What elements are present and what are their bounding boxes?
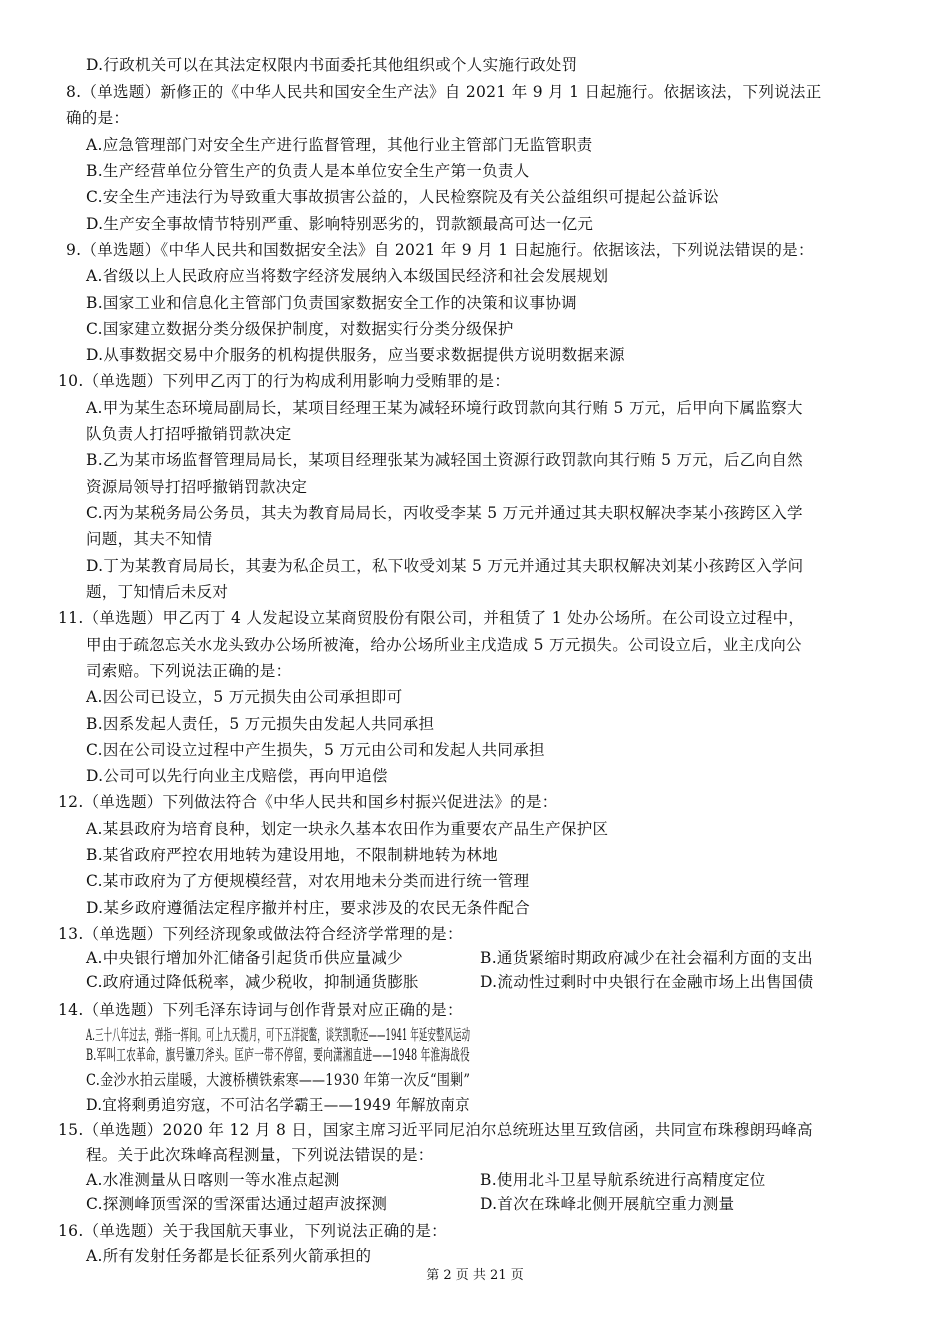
q9-option-b: B.国家工业和信息化主管部门负责国家数据安全工作的决策和议事协调 bbox=[86, 294, 577, 312]
q14-option-b: B.军叫工农革命，旗号镰刀斧头。匡庐一带不停留，要向潇湘直进——1948 年淮海战役 bbox=[86, 1046, 470, 1064]
q9-stem: 9.（单选题）《中华人民共和国数据安全法》自 2021 年 9 月 1 日起施行。依据该法，下列说法错误的是： bbox=[66, 241, 814, 259]
q10-option-c: C.丙为某税务局公务员，其夫为教育局局长，丙收受李某 5 万元并通过其夫职权解决李某小孩跨区入学 bbox=[86, 504, 803, 522]
q11-option-b: B.因系发起人责任，5 万元损失由发起人共同承担 bbox=[86, 715, 435, 733]
q11-option-d: D.公司可以先行向业主戊赔偿，再向甲追偿 bbox=[86, 767, 388, 785]
q8-option-b: B.生产经营单位分管生产的负责人是本单位安全生产第一负责人 bbox=[86, 162, 530, 180]
q9-option-a: A.省级以上人民政府应当将数字经济发展纳入本级国民经济和社会发展规划 bbox=[86, 267, 609, 285]
q15-stem-cont: 程。关于此次珠峰高程测量，下列说法错误的是： bbox=[86, 1146, 434, 1164]
q13-option-a: A.中央银行增加外汇储备引起货币供应量减少 bbox=[86, 949, 403, 967]
q14-stem: 14.（单选题）下列毛泽东诗词与创作背景对应正确的是： bbox=[58, 1001, 463, 1019]
q8-option-c: C.安全生产违法行为导致重大事故损害公益的，人民检察院及有关公益组织可提起公益诉讼 bbox=[86, 188, 720, 206]
q12-option-c: C.某市政府为了方便规模经营，对农用地未分类而进行统一管理 bbox=[86, 872, 530, 890]
q12-stem: 12.（单选题）下列做法符合《中华人民共和国乡村振兴促进法》的是： bbox=[58, 793, 558, 811]
q10-option-a: A.甲为某生态环境局副局长，某项目经理王某为减轻环境行政罚款向其行贿 5 万元，后甲向下属监察大 bbox=[86, 399, 803, 417]
q10-option-d: D.丁为某教育局局长，其妻为私企员工，私下收受刘某 5 万元并通过其夫职权解决刘某小孩跨区入学问 bbox=[86, 557, 804, 575]
q13-stem: 13.（单选题）下列经济现象或做法符合经济学常理的是： bbox=[58, 925, 463, 943]
q8-stem: 8.（单选题）新修正的《中华人民共和国安全生产法》自 2021 年 9 月 1 日起施行。依据该法，下列说法正 bbox=[66, 83, 822, 101]
q12-option-d: D.某乡政府遵循法定程序撤并村庄，要求涉及的农民无条件配合 bbox=[86, 899, 531, 917]
q10-stem: 10.（单选题）下列甲乙丙丁的行为构成利用影响力受贿罪的是： bbox=[58, 372, 511, 390]
q16-stem: 16.（单选题）关于我国航天事业，下列说法正确的是： bbox=[58, 1222, 447, 1240]
q10-option-b-cont: 资源局领导打招呼撤销罚款决定 bbox=[86, 478, 308, 496]
q9-option-c: C.国家建立数据分类分级保护制度，对数据实行分类分级保护 bbox=[86, 320, 514, 338]
q11-option-a: A.因公司已设立，5 万元损失由公司承担即可 bbox=[86, 688, 403, 706]
q10-option-b: B.乙为某市场监督管理局局长，某项目经理张某为减轻国土资源行政罚款向其行贿 5 万元，后乙向自然 bbox=[86, 451, 803, 469]
page-footer: 第 2 页 共 21 页 bbox=[426, 1268, 524, 1283]
q15-option-c: C.探测峰顶雪深的雪深雷达通过超声波探测 bbox=[86, 1195, 388, 1213]
q11-option-c: C.因在公司设立过程中产生损失，5 万元由公司和发起人共同承担 bbox=[86, 741, 545, 759]
q10-option-c-cont: 问题，其夫不知情 bbox=[86, 530, 213, 548]
q15-option-d: D.首次在珠峰北侧开展航空重力测量 bbox=[480, 1195, 735, 1213]
q15-stem: 15.（单选题）2020 年 12 月 8 日，国家主席习近平同尼泊尔总统班达里互致信函，共同宣布珠穆朗玛峰高 bbox=[58, 1121, 813, 1139]
q10-option-d-cont: 题，丁知情后未反对 bbox=[86, 583, 229, 601]
q8-option-a: A.应急管理部门对安全生产进行监督管理，其他行业主管部门无监管职责 bbox=[86, 136, 593, 154]
q8-stem-cont: 确的是： bbox=[66, 109, 130, 127]
q11-stem-cont-1: 甲由于疏忽忘关水龙头致办公场所被淹，给办公场所业主戊造成 5 万元损失。公司设立后，业主戊向公 bbox=[86, 636, 802, 654]
q13-option-c: C.政府通过降低税率，减少税收，抑制通货膨胀 bbox=[86, 973, 419, 991]
q8-option-d: D.生产安全事故情节特别严重、影响特别恶劣的，罚款额最高可达一亿元 bbox=[86, 215, 594, 233]
q14-option-c: C.金沙水拍云崖暖，大渡桥横铁索寒——1930 年第一次反“围剿” bbox=[86, 1071, 471, 1089]
q11-stem-cont-2: 司索赔。下列说法正确的是： bbox=[86, 662, 292, 680]
q9-option-d: D.从事数据交易中介服务的机构提供服务，应当要求数据提供方说明数据来源 bbox=[86, 346, 625, 364]
q13-option-d: D.流动性过剩时中央银行在金融市场上出售国债 bbox=[480, 973, 814, 991]
q12-option-b: B.某省政府严控农用地转为建设用地，不限制耕地转为林地 bbox=[86, 846, 498, 864]
q10-option-a-cont: 队负责人打招呼撤销罚款决定 bbox=[86, 425, 292, 443]
q15-option-b: B.使用北斗卫星导航系统进行高精度定位 bbox=[480, 1171, 766, 1189]
q16-option-a: A.所有发射任务都是长征系列火箭承担的 bbox=[86, 1247, 372, 1265]
q7-option-d: D.行政机关可以在其法定权限内书面委托其他组织或个人实施行政处罚 bbox=[86, 56, 578, 74]
q13-option-b: B.通货紧缩时期政府减少在社会福利方面的支出 bbox=[480, 949, 813, 967]
q11-stem: 11.（单选题）甲乙丙丁 4 人发起设立某商贸股份有限公司，并租赁了 1 处办公场所。在公司设立过程中， bbox=[58, 609, 805, 627]
q12-option-a: A.某县政府为培育良种，划定一块永久基本农田作为重要农产品生产保护区 bbox=[86, 820, 609, 838]
q14-option-d: D.宜将剩勇追穷寇，不可沽名学霸王——1949 年解放南京 bbox=[86, 1096, 470, 1114]
q14-option-a: A.三十八年过去，弹指一挥间。可上九天揽月，可下五洋捉鳖，谈笑凯歌还——1941 年延安整风运动 bbox=[86, 1026, 471, 1044]
q15-option-a: A.水准测量从日喀则一等水准点起测 bbox=[86, 1171, 340, 1189]
